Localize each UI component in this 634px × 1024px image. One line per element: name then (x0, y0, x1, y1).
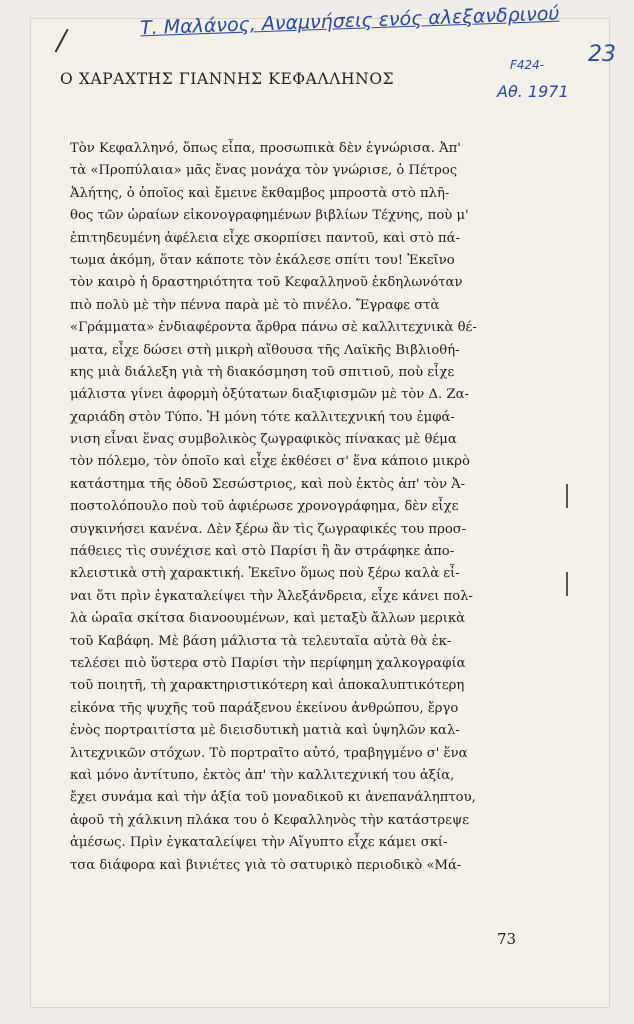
handwritten-page-number: 23 (588, 42, 616, 67)
text-line: Τὸν Κεφαλληνό, ὅπως εἶπα, προσωπικὰ δὲν ἐγνώρισα. Ἀπ' (70, 141, 461, 156)
text-line: ναι ὅτι πρὶν ἐγκαταλείψει τὴν Ἀλεξάνδρεια, εἶχε κάνει πολ- (70, 588, 473, 604)
text-line: Ἀλήτης, ὁ ὁποῖος καὶ ἔμεινε ἔκθαμβος μπροστὰ στὸ πλῆ- (70, 185, 450, 201)
margin-mark (566, 484, 578, 508)
text-line: πάθειες τὶς συνέχισε καὶ στὸ Παρίσι ἢ ἂν στράφηκε ἀπο- (70, 544, 455, 560)
article-title: Ο ΧΑΡΑΧΤΗΣ ΓΙΑΝΝΗΣ ΚΕΦΑΛΛΗΝΟΣ (60, 70, 395, 88)
text-line: τσα διάφορα καὶ βινιέτες γιὰ τὸ σατυρικὸ περιοδικὸ «Μά- (70, 857, 462, 873)
article-body (70, 138, 530, 877)
text-line: κλειστικὰ στὴ χαρακτική. Ἐκεῖνο ὅμως ποὺ ξέρω καλὰ εἶ- (70, 566, 460, 582)
text-line: ἑνὸς πορτραιτίστα μὲ διεισδυτικὴ ματιὰ καὶ ὑψηλῶν καλ- (70, 723, 460, 739)
text-line: ἔχει συνάμα καὶ τὴν ἀξία τοῦ μοναδικοῦ κι ἀνεπανάληπτου, (70, 790, 476, 806)
text-line: ματα, εἶχε δώσει στὴ μικρὴ αἴθουσα τῆς Λαϊκῆς Βιβλιοθή- (70, 342, 460, 358)
text-line: τὸν πόλεμο, τὸν ὁποῖο καὶ εἶχε ἐκθέσει σ' ἕνα κάποιο μικρὸ (70, 454, 470, 470)
text-line: νιση εἶναι ἕνας συμβολικὸς ζωγραφικὸς πίνακας μὲ θέμα (70, 432, 457, 448)
text-line: ποστολόπουλο ποὺ τοῦ ἀφιέρωσε χρονογράφημα, δὲν εἶχε (70, 499, 459, 515)
handwritten-date: Αθ. 1971 (497, 82, 569, 101)
text-line: τὸν καιρὸ ἡ δραστηριότητα τοῦ Κεφαλληνοῦ ἐκδηλωνόταν (70, 275, 463, 291)
text-line: ἐπιτηδευμένη ἀφέλεια εἶχε σκορπίσει παντοῦ, καὶ στὸ πά- (70, 230, 461, 246)
text-line: τωμα ἀκόμη, ὅταν κάποτε τὸν ἐκάλεσε σπίτι του! Ἐκεῖνο (70, 252, 455, 268)
margin-mark (566, 572, 578, 596)
text-line: ἀφοῦ τὴ χάλκινη πλάκα του ὁ Κεφαλληνὸς τὴν κατάστρεψε (70, 812, 470, 828)
text-line: μάλιστα γίνει ἀφορμὴ ὀξύτατων διαξιφισμῶν μὲ τὸν Δ. Ζα- (70, 387, 469, 403)
text-line: κατάστημα τῆς ὁδοῦ Σεσώστριος, καὶ ποὺ ἐκτὸς ἀπ' τὸν Ἀ- (70, 476, 466, 492)
text-line: εἰκόνα τῆς ψυχῆς τοῦ παράξενου ἐκείνου ἀνθρώπου, ἔργο (70, 700, 459, 716)
text-line: τὰ «Προπύλαια» μᾶς ἔνας μονάχα τὸν γνώρισε, ὁ Πέτρος (70, 163, 458, 179)
handwritten-code: F424- (510, 58, 545, 72)
text-line: τοῦ Καβάφη. Μὲ βάση μάλιστα τὰ τελευταῖα αὐτὰ θὰ ἐκ- (70, 633, 452, 649)
text-line: συγκινήσει κανένα. Δὲν ξέρω ἂν τὶς ζωγραφικές του προσ- (70, 521, 467, 537)
text-line: καὶ μόνο ἀντίτυπο, ἐκτὸς ἀπ' τὴν καλλιτεχνική του ἀξία, (70, 767, 455, 783)
text-line: τοῦ ποιητῆ, τὴ χαρακτηριστικότερη καὶ ἀποκαλυπτικότερη (70, 678, 465, 694)
text-line: τελέσει πιὸ ὕστερα στὸ Παρίσι τὴν περίφημη χαλκογραφία (70, 655, 466, 671)
text-line: ἀμέσως. Πρὶν ἐγκαταλείψει τὴν Αἴγυπτο εἶχε κάμει σκί- (70, 835, 448, 851)
handwritten-note: Τ. Μαλάνος, Αναμνήσεις ενός αλεξανδρινού (139, 2, 560, 40)
text-line: χαριάδη στὸν Τύπο. Ἡ μόνη τότε καλλιτεχνική του ἐμφά- (70, 409, 455, 425)
text-line: λὰ ὡραῖα σκίτσα διανοουμένων, καὶ μεταξὺ ἄλλων μερικὰ (70, 611, 466, 627)
text-line: λιτεχνικῶν στόχων. Τὸ πορτραῖτο αὐτό, τραβηγμένο σ' ἕνα (70, 745, 468, 761)
printed-page-number: 73 (497, 930, 517, 948)
text-line: «Γράμματα» ἐνδιαφέροντα ἄρθρα πάνω σὲ καλλιτεχνικὰ θέ- (70, 320, 477, 336)
text-line: πιὸ πολὺ μὲ τὴν πέννα παρὰ μὲ τὸ πινέλο. Ἔγραφε στὰ (70, 297, 440, 313)
text-line: κης μιὰ διάλεξη γιὰ τὴ διακόσμηση τοῦ σπιτιοῦ, ποὺ εἶχε (70, 364, 455, 380)
text-line: θος τῶν ὡραίων εἰκονογραφημένων βιβλίων Τέχνης, ποὺ μ' (70, 208, 469, 224)
